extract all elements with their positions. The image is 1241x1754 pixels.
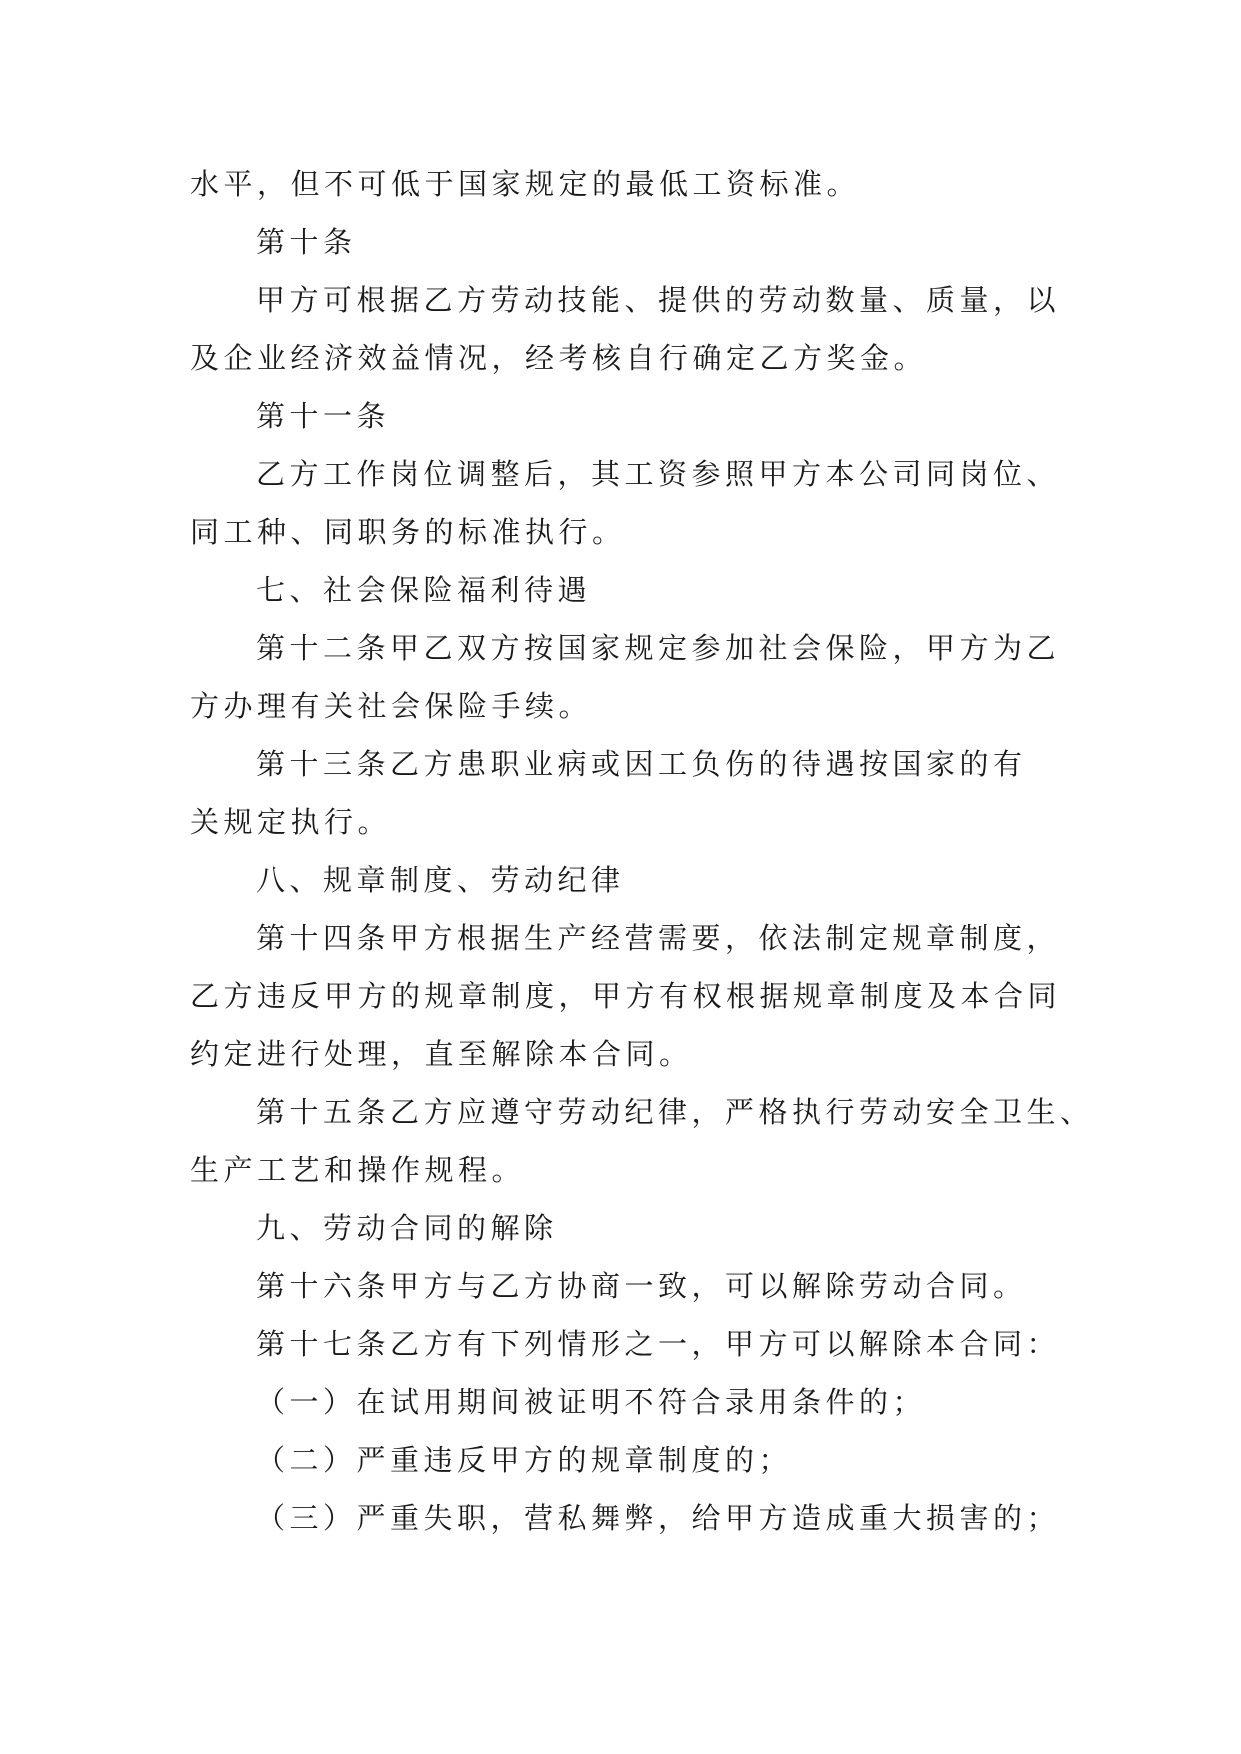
text-line: 第十六条甲方与乙方协商一致，可以解除劳动合同。 [256, 1269, 1027, 1303]
text-line: 第十三条乙方患职业病或因工负伤的待遇按国家的有 [256, 747, 1027, 781]
article-heading: 第十条 [256, 225, 357, 259]
section-heading: 八、规章制度、劳动纪律 [256, 863, 625, 897]
section-heading: 九、劳动合同的解除 [256, 1211, 558, 1245]
article-heading: 第十一条 [256, 399, 391, 433]
list-item: （一）在试用期间被证明不符合录用条件的； [256, 1385, 927, 1419]
text-line: 第十二条甲乙双方按国家规定参加社会保险，甲方为乙 [256, 631, 1061, 665]
text-line: 甲方可根据乙方劳动技能、提供的劳动数量、质量，以 [256, 283, 1061, 317]
text-line: 关规定执行。 [190, 805, 392, 839]
text-line: 乙方违反甲方的规章制度，甲方有权根据规章制度及本合同 [190, 979, 1062, 1013]
text-line: 生产工艺和操作规程。 [190, 1153, 526, 1187]
text-line: 第十五条乙方应遵守劳动纪律，严格执行劳动安全卫生、 [256, 1095, 1094, 1129]
text-line: 水平，但不可低于国家规定的最低工资标准。 [190, 167, 861, 201]
text-line: 第十四条甲方根据生产经营需要，依法制定规章制度， [256, 921, 1061, 955]
list-item: （二）严重违反甲方的规章制度的； [256, 1443, 793, 1477]
text-line: 同工种、同职务的标准执行。 [190, 515, 626, 549]
section-heading: 七、社会保险福利待遇 [256, 573, 592, 607]
text-line: 约定进行处理，直至解除本合同。 [190, 1037, 693, 1071]
list-item: （三）严重失职，营私舞弊，给甲方造成重大损害的； [256, 1501, 1061, 1535]
text-line: 及企业经济效益情况，经考核自行确定乙方奖金。 [190, 341, 928, 375]
text-line: 第十七条乙方有下列情形之一，甲方可以解除本合同： [256, 1327, 1061, 1361]
text-line: 乙方工作岗位调整后，其工资参照甲方本公司同岗位、 [256, 457, 1061, 491]
text-line: 方办理有关社会保险手续。 [190, 689, 593, 723]
